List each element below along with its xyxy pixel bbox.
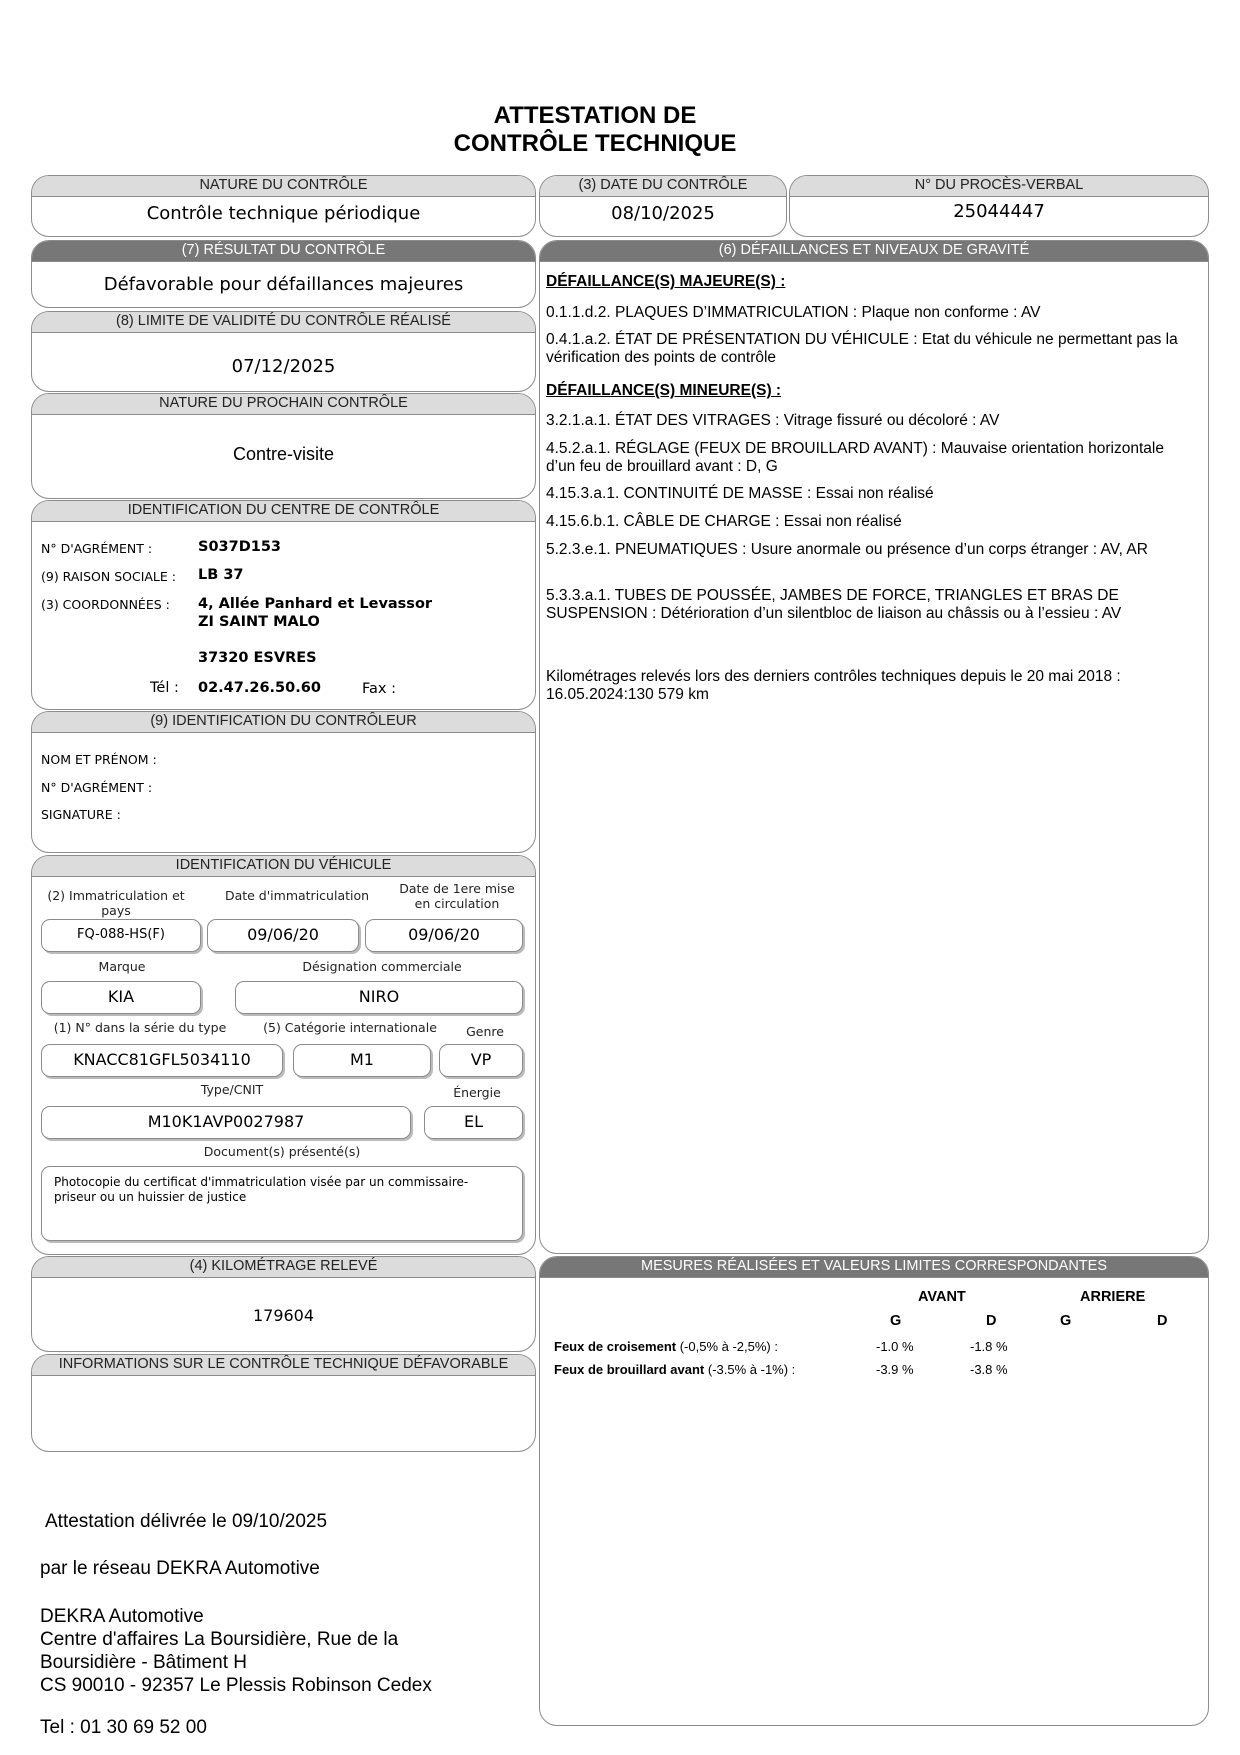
mesures-arriere-label: ARRIERE [1080, 1289, 1146, 1305]
centre-raison-label: (9) RAISON SOCIALE : [41, 569, 176, 584]
mesure-row-2-label: Feux de brouillard avant (-3.5% à -1%) : [554, 1362, 796, 1377]
nature-controle-header: NATURE DU CONTRÔLE [32, 176, 535, 197]
controleur-nom-label: NOM ET PRÉNOM : [41, 752, 157, 767]
kilometrage-header: (4) KILOMÉTRAGE RELEVÉ [32, 1257, 535, 1278]
centre-box [31, 500, 536, 710]
mineure-item-5: 5.2.3.e.1. PNEUMATIQUES : Usure anormale ou présence d’un corps étranger : AV, AR [546, 541, 1148, 558]
centre-agrement-value: S037D153 [198, 539, 282, 555]
mineure-item-4: 4.15.6.b.1. CÂBLE DE CHARGE : Essai non réalisé [546, 513, 902, 530]
date-immat-label: Date d'immatriculation [224, 888, 370, 903]
designation-field: NIRO [235, 981, 523, 1014]
footer-tel: Tel : 01 30 69 52 00 [40, 1717, 207, 1738]
prochain-controle-box [31, 393, 536, 499]
defaillances-header: (6) DÉFAILLANCES ET NIVEAUX DE GRAVITÉ [540, 241, 1208, 262]
genre-label: Genre [466, 1024, 504, 1039]
energie-field: EL [424, 1106, 523, 1139]
mineures-title: DÉFAILLANCE(S) MINEURE(S) : [546, 382, 782, 399]
mineure-item-6: 5.3.3.a.1. TUBES DE POUSSÉE, JAMBES DE FORCE, TRIANGLES ET BRAS DE SUSPENSION : Détérioration d’un silentbloc de liaison au châssis ou à l’essieu : AV [546, 587, 1122, 622]
energie-label: Énergie [453, 1085, 501, 1100]
date-1ere-label-2: en circulation [414, 896, 500, 911]
centre-fax-label: Fax : [362, 681, 396, 697]
mesure-row-1-label: Feux de croisement (-0,5% à -2,5%) : [554, 1339, 778, 1354]
infos-header: INFORMATIONS SUR LE CONTRÔLE TECHNIQUE DÉFAVORABLE [32, 1355, 535, 1376]
centre-tel-value: 02.47.26.50.60 [198, 680, 321, 696]
vehicule-box [31, 855, 536, 1255]
centre-address-line2: ZI SAINT MALO [198, 614, 320, 630]
type-label: Type/CNIT [200, 1082, 264, 1097]
proces-verbal-box [789, 175, 1209, 237]
infos-box [31, 1354, 536, 1452]
proces-verbal-value: 25044447 [953, 201, 1045, 222]
centre-agrement-label: N° D'AGRÉMENT : [41, 541, 153, 556]
centre-coord-label: (3) COORDONNÉES : [41, 597, 170, 612]
serie-label: (1) N° dans la série du type [53, 1020, 227, 1035]
majeure-item-2: 0.4.1.a.2. ÉTAT DE PRÉSENTATION DU VÉHICULE : Etat du véhicule ne permettant pas la vérification des points de contrôle [546, 331, 1178, 366]
nature-controle-value: Contrôle technique périodique [146, 203, 421, 224]
mesures-arriere-d: D [1157, 1313, 1168, 1329]
mineure-item-3: 4.15.3.a.1. CONTINUITÉ DE MASSE : Essai non réalisé [546, 485, 934, 502]
vehicule-header: IDENTIFICATION DU VÉHICULE [32, 856, 535, 877]
proces-verbal-header: N° DU PROCÈS-VERBAL [790, 176, 1208, 197]
mesures-box [539, 1256, 1209, 1726]
prochain-controle-header: NATURE DU PROCHAIN CONTRÔLE [32, 394, 535, 415]
centre-address-line3: 37320 ESVRES [198, 650, 317, 666]
controleur-box [31, 711, 536, 853]
document-title-line2: CONTRÔLE TECHNIQUE [453, 130, 737, 157]
mesures-header: MESURES RÉALISÉES ET VALEURS LIMITES CORRESPONDANTES [540, 1257, 1208, 1278]
majeure-item-1: 0.1.1.d.2. PLAQUES D’IMMATRICULATION : Plaque non conforme : AV [546, 304, 1041, 321]
documents-label: Document(s) présenté(s) [203, 1144, 361, 1159]
marque-label: Marque [98, 959, 146, 974]
date-controle-box [539, 175, 787, 237]
centre-tel-label: Tél : [150, 680, 179, 696]
footer-address-line2: Centre d'affaires La Boursidière, Rue de la [40, 1629, 399, 1650]
mineure-item-1: 3.2.1.a.1. ÉTAT DES VITRAGES : Vitrage fissuré ou décoloré : AV [546, 412, 1000, 429]
resultat-value: Défavorable pour défaillances majeures [103, 274, 464, 295]
immat-field: FQ-088-HS(F) [41, 919, 201, 952]
centre-header: IDENTIFICATION DU CENTRE DE CONTRÔLE [32, 501, 535, 522]
nature-controle-box [31, 175, 536, 237]
footer-delivree: Attestation délivrée le 09/10/2025 [45, 1511, 328, 1532]
type-field: M10K1AVP0027987 [41, 1106, 411, 1139]
footer-address-line4: CS 90010 - 92357 Le Plessis Robinson Cedex [40, 1675, 432, 1696]
validite-header: (8) LIMITE DE VALIDITÉ DU CONTRÔLE RÉALISÉ [32, 312, 535, 333]
centre-address-line1: 4, Allée Panhard et Levassor [198, 596, 433, 612]
footer-address-line3: Boursidière - Bâtiment H [40, 1652, 247, 1673]
majeures-title: DÉFAILLANCE(S) MAJEURE(S) : [546, 273, 786, 290]
mesures-avant-d: D [986, 1313, 997, 1329]
kilometrage-value: 179604 [252, 1306, 315, 1325]
footer-address-line1: DEKRA Automotive [40, 1606, 204, 1627]
controleur-header: (9) IDENTIFICATION DU CONTRÔLEUR [32, 712, 535, 733]
documents-field: Photocopie du certificat d'immatriculation visée par un commissaire-priseur ou un huissier de justice [41, 1166, 523, 1241]
categorie-field: M1 [293, 1044, 431, 1077]
mesure-row-1-av-g: -1.0 % [876, 1339, 914, 1354]
categorie-label: (5) Catégorie internationale [263, 1020, 437, 1035]
immat-label: (2) Immatriculation et pays [47, 888, 185, 918]
mesure-row-2-av-d: -3.8 % [970, 1362, 1008, 1377]
marque-field: KIA [41, 981, 201, 1014]
centre-raison-value: LB 37 [198, 567, 244, 583]
kilometrage-box [31, 1256, 536, 1352]
mesure-row-1-av-d: -1.8 % [970, 1339, 1008, 1354]
mesures-arriere-g: G [1060, 1313, 1072, 1329]
serie-field: KNACC81GFL5034110 [41, 1044, 283, 1077]
date-controle-value: 08/10/2025 [611, 203, 715, 224]
km-note: Kilométrages relevés lors des derniers contrôles techniques depuis le 20 mai 2018 : 16.05.2024:130 579 km [546, 668, 1121, 703]
validite-box [31, 311, 536, 392]
designation-label: Désignation commerciale [302, 959, 462, 974]
footer-reseau: par le réseau DEKRA Automotive [40, 1558, 320, 1579]
controleur-agrement-label: N° D'AGRÉMENT : [41, 780, 153, 795]
date-immat-field: 09/06/20 [207, 919, 359, 952]
resultat-box [31, 240, 536, 308]
mesures-avant-g: G [890, 1313, 902, 1329]
date-controle-header: (3) DATE DU CONTRÔLE [540, 176, 786, 197]
mesure-row-2-av-g: -3.9 % [876, 1362, 914, 1377]
document-title-line1: ATTESTATION DE [493, 102, 697, 129]
prochain-controle-value: Contre-visite [232, 444, 335, 464]
resultat-header: (7) RÉSULTAT DU CONTRÔLE [32, 241, 535, 262]
date-1ere-label-1: Date de 1ere mise [399, 881, 515, 896]
mineure-item-2: 4.5.2.a.1. RÉGLAGE (FEUX DE BROUILLARD AVANT) : Mauvaise orientation horizontale d’un feu de brouillard avant : D, G [546, 440, 1164, 475]
mesures-avant-label: AVANT [918, 1289, 966, 1305]
controleur-signature-label: SIGNATURE : [41, 807, 121, 822]
validite-value: 07/12/2025 [231, 356, 336, 377]
genre-field: VP [439, 1044, 523, 1077]
date-1ere-field: 09/06/20 [365, 919, 523, 952]
